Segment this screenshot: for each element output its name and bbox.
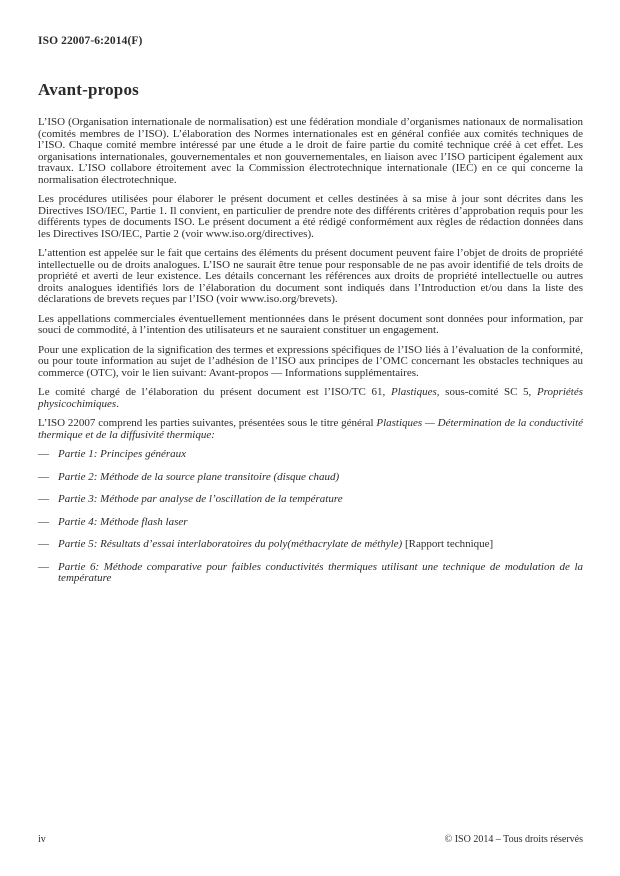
document-reference: ISO 22007-6:2014(F) xyxy=(38,35,143,47)
list-item-dash: — xyxy=(38,560,49,573)
list-item-text: Partie 1: Principes généraux xyxy=(58,448,186,460)
list-item xyxy=(38,562,583,585)
list-item xyxy=(38,494,583,506)
document-header xyxy=(38,35,583,47)
list-item-dash: — xyxy=(38,470,49,483)
foreword-paragraph: Les appellations commerciales éventuellement mentionnées dans le présent document sont données pour information, par souci de commodité, à l’intention des utilisateurs et ne sauraient constituer un engagement. xyxy=(38,312,583,336)
list-item-text: Partie 2: Méthode de la source plane transitoire (disque chaud) xyxy=(58,470,340,483)
list-item xyxy=(38,449,583,461)
foreword-paragraph: L’ISO (Organisation internationale de normalisation) est une fédération mondiale d’organismes nationaux de normalisation (comités membres de l’ISO). L’élaboration des Normes internationales est en général confiée aux comités techniques de l’ISO. Chaque comité membre intéressé par une étude a le droit de faire partie du comité technique créé à cet effet. Les organisations internationales, gouvernementales et non gouvernementales, en liaison avec l’ISO participent également aux travaux. L’ISO collabore étroitement avec la Commission électrotechnique internationale (IEC) en ce qui concerne la normalisation électrotechnique. xyxy=(38,116,583,186)
list-item-dash: — xyxy=(38,448,49,460)
parts-list xyxy=(38,449,583,585)
copyright-notice: © ISO 2014 – Tous droits réservés xyxy=(444,834,583,845)
list-item-text: Partie 6: Méthode comparative pour faibles conductivités thermiques utilisant une technique de modulation de la température xyxy=(58,560,583,584)
page-footer xyxy=(38,834,583,845)
list-item-dash: — xyxy=(38,538,49,550)
list-item xyxy=(38,517,583,529)
foreword-content xyxy=(38,117,583,585)
list-item xyxy=(38,539,583,551)
list-item-text: Partie 3: Méthode par analyse de l’oscillation de la température xyxy=(58,493,343,505)
list-item-dash: — xyxy=(38,493,49,505)
foreword-paragraph: Le comité chargé de l’élaboration du présent document est l’ISO/TC 61, Plastiques, sous-comité SC 5, Propriétés physicochimiques. xyxy=(38,386,583,410)
page-number: iv xyxy=(38,834,46,845)
list-item xyxy=(38,472,583,484)
foreword-paragraph: Pour une explication de la signification des termes et expressions spécifiques de l’ISO liés à l’évaluation de la conformité, ou pour toute information au sujet de l’adhésion de l’ISO aux principes de l’OMC concernant les obstacles techniques au commerce (OTC), voir le lien suivant: Avant-propos — Informations supplémentaires. xyxy=(38,343,583,379)
foreword-paragraph: L’ISO 22007 comprend les parties suivantes, présentées sous le titre général Plastiques — Détermination de la conductivité thermique et de la diffusivité thermique: xyxy=(38,417,584,441)
foreword-paragraph: L’attention est appelée sur le fait que certains des éléments du présent document peuvent faire l’objet de droits de propriété intellectuelle ou de droits analogues. L’ISO ne saurait être tenue pour responsable de ne pas avoir identifié de tels droits de propriété et averti de leur existence. Les détails concernant les références aux droits de propriété intellectuelle ou autres droits analogues identifiés lors de l’élaboration du document sont indiqués dans l’Introduction et/ou dans la liste des déclarations de brevets reçues par l’ISO (voir www.iso.org/brevets). xyxy=(38,247,583,305)
page-title: Avant-propos xyxy=(38,80,139,99)
list-item-text: Partie 5: Résultats d’essai interlaboratoires du poly(méthacrylate de méthyle) [Rapport technique] xyxy=(58,538,494,550)
list-item-text: Partie 4: Méthode flash laser xyxy=(58,515,188,528)
foreword-paragraphs xyxy=(38,117,583,441)
foreword-paragraph: Les procédures utilisées pour élaborer le présent document et celles destinées à sa mise à jour sont décrites dans les Directives ISO/IEC, Partie 1. Il convient, en particulier de prendre note des différents critères d’approbation requis pour les différents types de documents ISO. Le présent document a été rédigé conformément aux règles de rédaction données dans les Directives ISO/IEC, Partie 2 (voir www.iso.org/directives). xyxy=(38,193,583,240)
list-item-dash: — xyxy=(38,515,49,528)
